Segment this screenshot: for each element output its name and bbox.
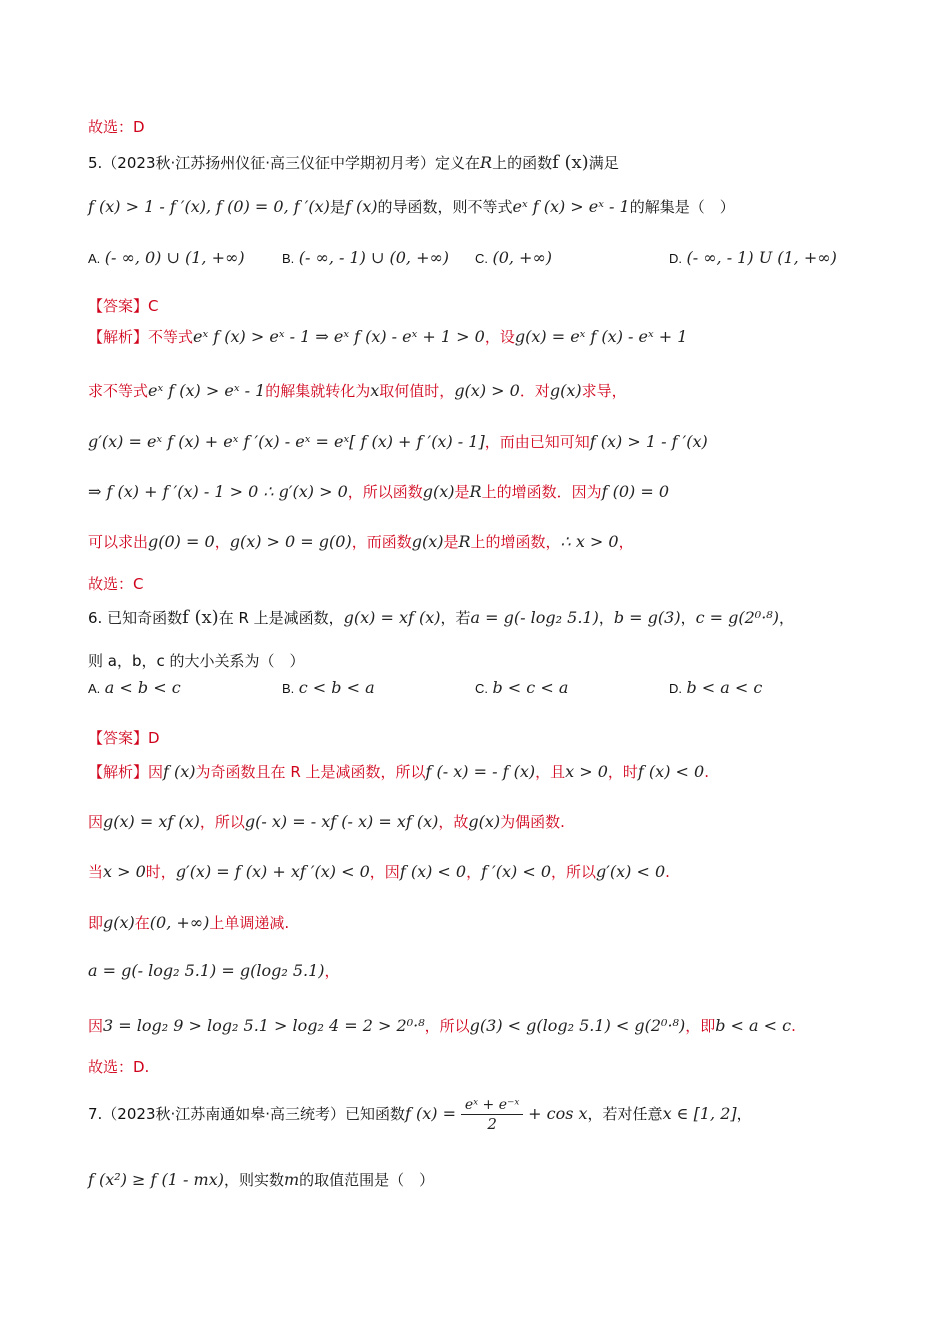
q5-option-b: B. (- ∞, - 1) ∪ (0, +∞) <box>282 248 450 267</box>
q5-answer: 【答案】C <box>88 297 159 315</box>
q5-stem-line1 <box>88 153 619 173</box>
q5-option-d: D. (- ∞, - 1) U (1, +∞) <box>669 248 837 267</box>
q5-stem-end: 满足 <box>588 154 619 172</box>
q4-final-answer: 故选：D <box>88 118 145 136</box>
q5-option-c: C. (0, +∞) <box>475 248 553 267</box>
q5-ineq-end: 的解集是（ ） <box>629 198 735 216</box>
q5-stem-mid: 上的函数 <box>492 154 553 172</box>
q5-analysis-line4: ⇒ f (x) + f ′(x) - 1 > 0 ∴ g′(x) > 0，所以函数g(x)是R上的增函数．因为f (0) = 0 <box>88 482 670 501</box>
q6-answer: 【答案】D <box>88 729 160 747</box>
q6-option-a: A. a < b < c <box>88 678 181 697</box>
q7-fraction: $\frac{\text{eˣ + e⁻ˣ}}{2}$ <box>461 1096 524 1133</box>
q6-analysis-line4: 即g(x)在(0, +∞)上单调递减. <box>88 913 290 932</box>
q5-stem-line2 <box>88 197 735 217</box>
q5-final-answer: 故选：C <box>88 575 144 593</box>
q6-stem-line1: 6. 已知奇函数f (x)在 R 上是减函数，g(x) = xf (x)，若a = g(- log₂ 5.1)，b = g(3)，c = g(2⁰·⁸)， <box>88 607 794 628</box>
q5-condition: f (x) > 1 - f ′(x), f (0) = 0, f ′(x) <box>88 197 330 216</box>
q7-stem-line1: 7.（2023秋·江苏南通如皋·高三统考）已知函数f (x) = $\frac{\text{eˣ + e⁻ˣ}}{2}$ + cos x，若对任意x ∈ [1, 2]， <box>88 1097 752 1133</box>
q6-analysis-line5: a = g(- log₂ 5.1) = g(log₂ 5.1)， <box>88 961 340 980</box>
q6-analysis-line6: 因3 = log₂ 9 > log₂ 5.1 > log₂ 4 = 2 > 2⁰·⁸，所以g(3) < g(log₂ 5.1) < g(2⁰·⁸)，即b < a < c. <box>88 1016 796 1035</box>
q5-cond-is: 是 <box>329 198 345 216</box>
q6-analysis-line2: 因g(x) = xf (x)，所以g(- x) = - xf (- x) = xf (x)，故g(x)为偶函数. <box>88 812 565 831</box>
q5-stem-fx: f (x) <box>552 152 589 173</box>
q5-cond-text: 的导函数，则不等式 <box>377 198 513 216</box>
q5-stem-R: R <box>480 153 493 172</box>
q6-option-c: C. b < c < a <box>475 678 569 697</box>
q5-analysis-line1: 【解析】不等式eˣ f (x) > eˣ - 1 ⇒ eˣ f (x) - eˣ + 1 > 0，设g(x) = eˣ f (x) - eˣ + 1 <box>88 327 688 346</box>
q5-analysis-line2: 求不等式eˣ f (x) > eˣ - 1的解集就转化为x取何值时，g(x) > 0．对g(x)求导， <box>88 381 627 400</box>
q5-analysis-line3: g′(x) = eˣ f (x) + eˣ f ′(x) - eˣ = eˣ[ f (x) + f ′(x) - 1]，而由已知可知f (x) > 1 - f ′(x) <box>88 432 708 451</box>
q5-inequality: eˣ f (x) > eˣ - 1 <box>512 197 630 216</box>
q6-analysis-tag: 【解析】 <box>88 763 149 781</box>
q5-stem-lead: 5.（2023秋·江苏扬州仪征·高三仪征中学期初月考）定义在 <box>88 154 481 172</box>
q6-option-d: D. b < a < c <box>669 678 763 697</box>
q7-stem-line2: f (x²) ≥ f (1 - mx)，则实数m的取值范围是（ ） <box>88 1170 435 1189</box>
q6-stem-line2: 则 a，b，c 的大小关系为（ ） <box>88 652 305 670</box>
q5-cond-fx: f (x) <box>344 197 378 216</box>
q6-final-answer: 故选：D. <box>88 1058 150 1076</box>
q6-option-b: B. c < b < a <box>282 678 375 697</box>
q6-analysis-line1: 【解析】因f (x)为奇函数且在 R 上是减函数，所以f (- x) = - f (x)，且x > 0，时f (x) < 0. <box>88 762 709 781</box>
q5-analysis-tag: 【解析】 <box>88 328 149 346</box>
q6-analysis-line3: 当x > 0时，g′(x) = f (x) + xf ′(x) < 0，因f (x) < 0，f ′(x) < 0，所以g′(x) < 0. <box>88 862 670 881</box>
q5-analysis-line5: 可以求出g(0) = 0，g(x) > 0 = g(0)，而函数g(x)是R上的增函数，∴ x > 0， <box>88 532 634 551</box>
q5-option-a: A. (- ∞, 0) ∪ (1, +∞) <box>88 248 245 267</box>
